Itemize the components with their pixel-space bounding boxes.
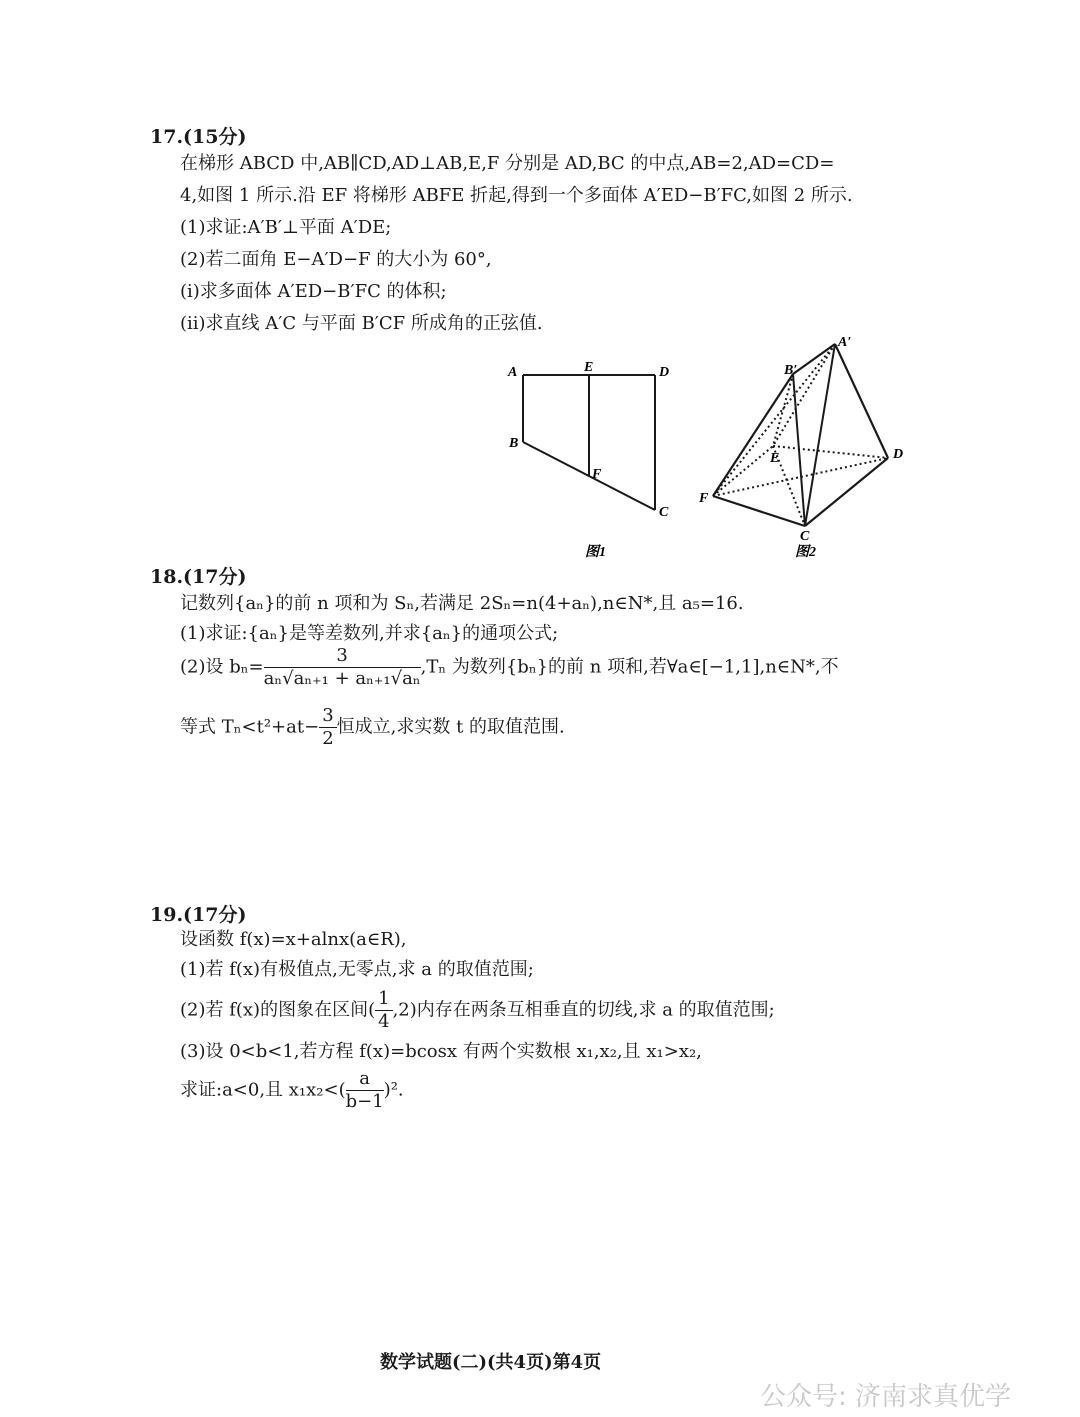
- q19-frac-numerator: 1: [375, 988, 392, 1011]
- q18-three-halves: [319, 705, 336, 750]
- q18-frac-denominator: 2: [322, 728, 334, 749]
- fig2-edge-AC: [805, 344, 835, 526]
- q18-line-4: [180, 705, 565, 750]
- q17-line-1: 在梯形 ABCD 中,AB∥CD,AD⊥AB,E,F 分别是 AD,BC 的中点,AB=2,AD=CD=: [180, 153, 835, 174]
- q18-line-4-suffix: 恒成立,求实数 t 的取值范围.: [336, 716, 565, 738]
- q18-frac-numerator: 3: [319, 705, 336, 728]
- q18-line-3-suffix: ,Tₙ 为数列{bₙ}的前 n 项和,若∀a∈[−1,1],n∈N*,不: [420, 656, 839, 678]
- q17-line-2: 4,如图 1 所示.沿 EF 将梯形 ABFE 折起,得到一个多面体 A′ED−B′FC,如图 2 所示.: [180, 185, 853, 206]
- page-footer: 数学试题(二)(共4页)第4页: [380, 1352, 602, 1373]
- q19-quarter-fraction: [375, 988, 392, 1033]
- fig2-edge-AB: [793, 344, 835, 374]
- q18-line-4-prefix: 等式 Tₙ<t²+at−: [180, 716, 320, 738]
- q18-bn-numerator: 3: [264, 645, 421, 668]
- q17-line-3: (1)求证:A′B′⊥平面 A′DE;: [180, 217, 392, 238]
- q18-line-1: 记数列{aₙ}的前 n 项和为 Sₙ,若满足 2Sₙ=n(4+aₙ),n∈N*,且 a₅=16.: [180, 593, 744, 614]
- q19-heading: 19.(17分): [150, 904, 247, 926]
- q17-line-4: (2)若二面角 E−A′D−F 的大小为 60°,: [180, 249, 492, 270]
- fig1-label-A: A: [508, 365, 518, 380]
- fig1-label-D: D: [659, 365, 670, 380]
- fig2-edge-AD: [835, 344, 888, 458]
- figure-2-polyhedron: [695, 330, 920, 565]
- fig1-label-B: B: [509, 436, 519, 451]
- q18-bn-denominator: aₙ√aₙ₊₁ + aₙ₊₁√aₙ: [263, 668, 421, 689]
- q19-line-5: [180, 1068, 404, 1113]
- fig1-label-F: F: [592, 467, 602, 482]
- fig2-edge-CD: [805, 458, 888, 526]
- q19-line-2: (1)若 f(x)有极值点,无零点,求 a 的取值范围;: [180, 959, 534, 980]
- fig2-label-F: F: [699, 491, 709, 506]
- fig2-edge-FC: [713, 496, 805, 526]
- q19-line-5-prefix: 求证:a<0,且 x₁x₂<(: [180, 1079, 346, 1101]
- q18-line-3: [180, 645, 839, 690]
- fig1-label-E: E: [584, 360, 594, 375]
- fig2-label-D: D: [893, 447, 904, 462]
- fig2-hidden-ED: [773, 446, 888, 458]
- fig2-caption: 图2: [795, 545, 816, 560]
- q18-line-3-prefix: (2)设 bₙ=: [180, 656, 264, 678]
- q19-line-5-suffix: )².: [383, 1079, 404, 1101]
- q18-heading: 18.(17分): [150, 566, 247, 588]
- q19-line-3-suffix: ,2)内存在两条互相垂直的切线,求 a 的取值范围;: [392, 999, 775, 1021]
- fig2-label-E: E: [770, 451, 780, 466]
- q19-line-3-prefix: (2)若 f(x)的图象在区间(: [180, 999, 376, 1021]
- fig2-label-A: A′: [838, 335, 852, 350]
- fig2-hidden-BE: [773, 374, 793, 446]
- fig1-label-C: C: [659, 505, 669, 520]
- q18-line-2: (1)求证:{aₙ}是等差数列,并求{aₙ}的通项公式;: [180, 623, 559, 644]
- figure-1-trapezoid: [495, 350, 695, 565]
- q19-frac-denominator: 4: [378, 1011, 390, 1032]
- q17-heading: 17.(15分): [150, 126, 247, 148]
- q17-line-5: (ⅰ)求多面体 A′ED−B′FC 的体积;: [180, 281, 447, 302]
- q19-line-1: 设函数 f(x)=x+alnx(a∈R),: [180, 929, 407, 950]
- q17-line-6: (ⅱ)求直线 A′C 与平面 B′CF 所成角的正弦值.: [180, 313, 543, 334]
- q19-ratio-denominator: b−1: [345, 1091, 384, 1112]
- q19-ratio-numerator: a: [346, 1068, 384, 1091]
- q19-ratio-fraction: [346, 1068, 384, 1113]
- fig1-caption: 图1: [585, 545, 606, 560]
- watermark: 公众号: 济南求真优学: [760, 1382, 1012, 1412]
- q19-line-4: (3)设 0<b<1,若方程 f(x)=bcosx 有两个实数根 x₁,x₂,且 x₁>x₂,: [180, 1041, 702, 1062]
- fig2-label-B: B′: [784, 363, 798, 378]
- fig2-label-C: C: [800, 529, 810, 544]
- fig2-edge-BF: [713, 374, 793, 496]
- q19-line-3: [180, 988, 775, 1033]
- q18-bn-fraction: [264, 645, 421, 690]
